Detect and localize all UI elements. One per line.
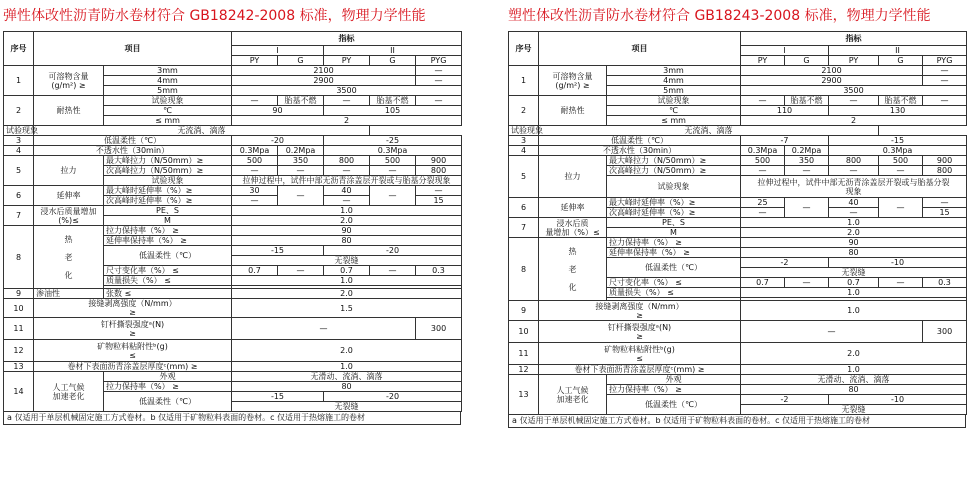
table-cell: 80 [741, 248, 967, 258]
table-cell: 低温柔性（℃） [607, 395, 741, 415]
table-cell: 2.0 [232, 340, 462, 362]
table-cell: 40 [324, 186, 370, 196]
table-cell: 900 [923, 156, 967, 166]
table-cell: 2 [4, 96, 34, 126]
table-cell: 张数 ≤ [104, 289, 232, 299]
table-cell: — [829, 166, 879, 176]
table-cell: 8 [4, 226, 34, 289]
table-cell: 无裂缝 [232, 256, 462, 266]
table-cell: 0.3 [416, 266, 462, 276]
table-cell: -20 [324, 392, 462, 402]
table-cell: — [829, 208, 879, 218]
table-cell: ℃ [607, 106, 741, 116]
table-row [4, 146, 462, 156]
table-cell: 5mm [607, 86, 741, 96]
table-cell: — [416, 76, 462, 86]
table-cell: 4mm [607, 76, 741, 86]
left-panel [3, 0, 461, 502]
table-cell: 卷材下表面沥青涂盖层厚度ᶜ(mm) ≥ [539, 365, 741, 375]
table-cell: 0.7 [324, 266, 370, 276]
table-cell: 0.2Mpa [278, 146, 324, 156]
table-cell: — [278, 266, 324, 276]
table-cell: I [232, 46, 324, 56]
table-cell: 10 [509, 321, 539, 343]
table-cell: PY [741, 56, 785, 66]
table-cell: — [829, 96, 879, 106]
table-cell: 4mm [104, 76, 232, 86]
table-row [4, 299, 462, 318]
table-cell: — [785, 198, 829, 218]
table-cell: 拉力保持率（%） ≥ [104, 226, 232, 236]
table-cell: -15 [232, 392, 324, 402]
table-cell: 拉力保持率（%） ≥ [607, 238, 741, 248]
table-cell: 接缝剥离强度（N/mm） ≥ [34, 299, 232, 318]
table-cell: 次高峰拉力（N/50mm）≥ [104, 166, 232, 176]
table-cell: 2.0 [741, 343, 967, 365]
table-cell: 耐热性 [539, 96, 607, 126]
table-cell: 拉伸过程中，试件中部无沥青涂盖层开裂或与胎基分裂现象 [232, 176, 462, 186]
table-cell: -25 [324, 136, 462, 146]
table-cell: 胎基不燃 [278, 96, 324, 106]
left-spec-table-body [4, 32, 462, 412]
table-cell: 0.7 [232, 266, 278, 276]
table-cell: 指标 [232, 32, 462, 46]
table-row [509, 301, 967, 321]
table-cell: 13 [509, 375, 539, 415]
table-cell: 1.0 [741, 365, 967, 375]
table-cell: 外观 [607, 375, 741, 385]
table-cell: 试验现象 [104, 96, 232, 106]
table-cell: 2900 [741, 76, 923, 86]
table-cell: 9 [4, 289, 34, 299]
table-cell: PY [324, 56, 370, 66]
table-cell: 拉力 [34, 156, 104, 186]
table-cell: 0.3Mpa [232, 146, 278, 156]
table-cell: — [324, 166, 370, 176]
table-cell: — [278, 186, 324, 206]
table-cell: 15 [416, 196, 462, 206]
table-cell: 指标 [741, 32, 967, 46]
table-cell: — [370, 266, 416, 276]
table-cell: 3 [4, 136, 34, 146]
table-cell: — [923, 96, 967, 106]
table-cell: 拉力 [539, 156, 607, 198]
right-footnote: a 仅适用于单层机械固定施工方式卷材。b 仅适用于矿物粒料表面的卷材。c 仅适用于热熔施工的卷材 [508, 415, 966, 428]
table-row [509, 126, 967, 136]
table-row [509, 146, 967, 156]
table-cell: 2.0 [741, 228, 967, 238]
table-cell: 1.0 [741, 301, 967, 321]
table-cell: PE、S [607, 218, 741, 228]
table-cell: 0.7 [741, 278, 785, 288]
table-row [509, 198, 967, 208]
table-cell: 矿物粒料粘附性ᵇ(g) ≤ [539, 343, 741, 365]
table-cell: 浸水后质量增加 (%)≤ [34, 206, 104, 226]
table-cell: 3500 [741, 86, 967, 96]
table-cell: G [278, 56, 324, 66]
table-row [509, 365, 967, 375]
table-cell: 0.7 [829, 278, 879, 288]
table-cell: I [741, 46, 829, 56]
table-cell: 2.0 [232, 289, 462, 299]
table-cell: -20 [324, 246, 462, 256]
table-cell: 不透水性（30min） [34, 146, 232, 156]
table-cell: 15 [923, 208, 967, 218]
table-cell: 12 [4, 340, 34, 362]
table-cell: 0.3Mpa [829, 146, 967, 156]
table-cell: 0.2Mpa [785, 146, 829, 156]
table-cell: 1.0 [232, 362, 462, 372]
table-cell: 矿物粒料粘附性ᵇ(g) ≤ [34, 340, 232, 362]
table-cell: 90 [232, 226, 462, 236]
table-cell: -2 [741, 395, 829, 405]
table-row [509, 156, 967, 166]
table-cell: 300 [416, 318, 462, 340]
table-cell: 3 [509, 136, 539, 146]
table-cell: 拉力保持率（%） ≥ [607, 385, 741, 395]
table-cell: 4 [509, 146, 539, 156]
table-cell: 试验现象 [607, 176, 741, 198]
table-cell: -15 [829, 136, 967, 146]
table-cell: 胎基不燃 [370, 96, 416, 106]
table-cell: 500 [741, 156, 785, 166]
table-cell: 次高峰时延伸率（%）≥ [104, 196, 232, 206]
table-cell: 无流淌、滴落 [34, 126, 370, 136]
table-cell: 无流淌、滴落 [539, 126, 879, 136]
table-cell: 7 [509, 218, 539, 238]
table-cell: 质量损失（%） ≤ [104, 276, 232, 286]
table-cell: 低温柔性（℃） [104, 392, 232, 412]
table-cell: 350 [278, 156, 324, 166]
right-title: 塑性体改性沥青防水卷材符合 GB18243-2008 标准，物理力学性能 [508, 8, 931, 24]
table-cell: 350 [785, 156, 829, 166]
table-cell: 800 [416, 166, 462, 176]
table-cell: — [370, 166, 416, 176]
table-cell: 13 [4, 362, 34, 372]
table-cell: 6 [509, 198, 539, 218]
table-cell: -20 [232, 136, 324, 146]
table-cell: G [370, 56, 416, 66]
table-row [4, 318, 462, 340]
table-cell: 90 [232, 106, 324, 116]
table-cell: — [923, 198, 967, 208]
table-cell: PYG [416, 56, 462, 66]
table-cell: II [829, 46, 967, 56]
table-cell: 试验现象 [607, 96, 741, 106]
table-cell: 项目 [539, 32, 741, 66]
left-table-wrap [3, 31, 461, 502]
table-cell: II [324, 46, 462, 56]
table-cell: 500 [879, 156, 923, 166]
table-cell: 80 [232, 236, 462, 246]
right-table-wrap [508, 31, 966, 502]
table-row [509, 321, 967, 343]
table-cell: 5mm [104, 86, 232, 96]
table-cell: — [324, 196, 370, 206]
table-cell: 可溶物含量 (g/m²) ≥ [34, 66, 104, 96]
table-cell: 90 [741, 238, 967, 248]
table-cell: 拉伸过程中，试件中部无沥青涂盖层开裂或与胎基分裂 现象 [741, 176, 967, 198]
table-cell: — [741, 208, 785, 218]
table-cell: 延伸率 [539, 198, 607, 218]
table-cell: 人工气候 加速老化 [34, 372, 104, 412]
table-cell: 浸水后质 量增加（%）≤ [539, 218, 607, 238]
table-cell: — [416, 96, 462, 106]
table-cell: 耐热性 [34, 96, 104, 126]
table-row [4, 32, 462, 46]
table-cell: 卷材下表面沥青涂盖层厚度ᶜ(mm) ≥ [34, 362, 232, 372]
right-spec-table [508, 31, 967, 415]
table-cell: 1.0 [232, 276, 462, 286]
table-cell: 低温柔性（℃） [539, 136, 741, 146]
table-cell: 热 老 化 [539, 238, 607, 301]
table-cell: 300 [923, 321, 967, 343]
table-cell: 10 [4, 299, 34, 318]
table-cell: PYG [923, 56, 967, 66]
table-cell: 2900 [232, 76, 416, 86]
table-row [4, 66, 462, 76]
table-row [509, 375, 967, 385]
table-cell: 钉杆撕裂强度ᵃ(N) ≥ [34, 318, 232, 340]
table-cell: 3mm [104, 66, 232, 76]
table-cell: — [416, 186, 462, 196]
table-cell: 2100 [232, 66, 416, 76]
table-cell: 试验现象 [4, 126, 34, 136]
table-cell: — [785, 166, 829, 176]
table-row [4, 206, 462, 216]
table-cell: 500 [232, 156, 278, 166]
table-cell: 6 [4, 186, 34, 206]
table-cell: 2 [741, 116, 967, 126]
table-cell: 9 [509, 301, 539, 321]
table-cell: — [879, 166, 923, 176]
table-cell: 胎基不燃 [785, 96, 829, 106]
table-cell: 延伸率保持率（%） ≥ [104, 236, 232, 246]
table-cell: — [741, 166, 785, 176]
table-cell: 无滑动、流淌、滴落 [741, 375, 967, 385]
table-cell: 质量损失（%） ≤ [607, 288, 741, 298]
table-cell: 最大峰时延伸率（%）≥ [104, 186, 232, 196]
table-cell: 0.3Mpa [324, 146, 462, 156]
table-cell: 无裂缝 [741, 268, 967, 278]
table-cell: 试验现象 [509, 126, 539, 136]
table-cell: 延伸率 [34, 186, 104, 206]
table-cell: -10 [829, 258, 967, 268]
table-cell: 胎基不燃 [879, 96, 923, 106]
table-cell: — [232, 318, 416, 340]
table-cell: 8 [509, 238, 539, 301]
table-cell: ℃ [104, 106, 232, 116]
table-cell: 拉力保持率（%） ≥ [104, 382, 232, 392]
table-cell: 项目 [34, 32, 232, 66]
table-cell: 次高峰拉力（N/50mm）≥ [607, 166, 741, 176]
table-cell: — [879, 198, 923, 218]
table-row [509, 32, 967, 46]
table-cell: 3mm [607, 66, 741, 76]
table-cell: 最大峰拉力（N/50mm）≥ [104, 156, 232, 166]
table-cell: — [923, 76, 967, 86]
table-cell: -10 [829, 395, 967, 405]
table-cell: — [741, 321, 923, 343]
table-cell: — [923, 66, 967, 76]
table-cell: — [785, 278, 829, 288]
table-cell: 无裂缝 [741, 405, 967, 415]
table-cell: 延伸率保持率（%） ≥ [607, 248, 741, 258]
table-cell: ≤ mm [607, 116, 741, 126]
table-cell: 序号 [509, 32, 539, 66]
table-cell: 11 [4, 318, 34, 340]
table-cell: PY [829, 56, 879, 66]
table-cell: M [104, 216, 232, 226]
table-cell: 4 [4, 146, 34, 156]
table-cell: — [370, 186, 416, 206]
table-cell: PE、S [104, 206, 232, 216]
left-spec-table [3, 31, 462, 412]
table-row [509, 96, 967, 106]
table-cell: 3500 [232, 86, 462, 96]
table-cell: 尺寸变化率（%） ≤ [104, 266, 232, 276]
left-title: 弹性体改性沥青防水卷材符合 GB18242-2008 标准，物理力学性能 [3, 8, 426, 24]
table-cell: 可溶物含量 (g/m²) ≥ [539, 66, 607, 96]
table-cell: 900 [416, 156, 462, 166]
table-cell: 尺寸变化率（%） ≤ [607, 278, 741, 288]
table-cell: 105 [324, 106, 462, 116]
table-cell: 800 [324, 156, 370, 166]
table-cell: 80 [741, 385, 967, 395]
table-row [4, 362, 462, 372]
table-row [4, 156, 462, 166]
table-cell: 12 [509, 365, 539, 375]
table-cell: M [607, 228, 741, 238]
table-row [509, 218, 967, 228]
table-cell: 序号 [4, 32, 34, 66]
table-cell: 热 老 化 [34, 226, 104, 289]
table-row [509, 66, 967, 76]
table-cell: 低温柔性（℃） [34, 136, 232, 146]
table-row [4, 372, 462, 382]
table-cell: — [278, 166, 324, 176]
table-cell: 2.0 [232, 216, 462, 226]
table-cell: — [879, 278, 923, 288]
table-cell: 5 [509, 156, 539, 198]
table-cell: 0.3 [923, 278, 967, 288]
table-cell: 1.5 [232, 299, 462, 318]
table-cell: 5 [4, 156, 34, 186]
table-cell: 11 [509, 343, 539, 365]
table-cell: PY [232, 56, 278, 66]
table-cell: 2100 [741, 66, 923, 76]
table-cell: 接缝剥离强度（N/mm） ≥ [539, 301, 741, 321]
table-row [4, 186, 462, 196]
table-cell: 试验现象 [104, 176, 232, 186]
table-cell: 渗油性 [34, 289, 104, 299]
table-row [4, 289, 462, 299]
table-cell: — [741, 96, 785, 106]
table-row [509, 343, 967, 365]
table-cell: 最大峰时延伸率（%）≥ [607, 198, 741, 208]
table-cell: 14 [4, 372, 34, 412]
table-cell: 800 [923, 166, 967, 176]
table-cell: 40 [829, 198, 879, 208]
table-cell: -2 [741, 258, 829, 268]
table-cell: — [232, 166, 278, 176]
table-cell: 2 [509, 96, 539, 126]
table-row [4, 226, 462, 236]
table-cell: — [232, 196, 278, 206]
table-cell: -7 [741, 136, 829, 146]
table-cell: 钉杆撕裂强度ᵃ(N) ≥ [539, 321, 741, 343]
table-cell: 低温柔性（℃） [104, 246, 232, 266]
table-cell: 最大峰拉力（N/50mm）≥ [607, 156, 741, 166]
table-cell: — [324, 96, 370, 106]
table-cell: 人工气候 加速老化 [539, 375, 607, 415]
table-cell: 30 [232, 186, 278, 196]
table-cell: 1.0 [741, 288, 967, 298]
table-cell: G [785, 56, 829, 66]
table-cell: 不透水性（30min） [539, 146, 741, 156]
table-cell: 500 [370, 156, 416, 166]
table-cell: 110 [741, 106, 829, 116]
table-cell: 1.0 [232, 206, 462, 216]
right-panel [508, 0, 966, 502]
table-cell: — [232, 96, 278, 106]
table-cell: 80 [232, 382, 462, 392]
table-cell: 7 [4, 206, 34, 226]
left-footnote: a 仅适用于单层机械固定施工方式卷材。b 仅适用于矿物粒料表面的卷材。c 仅适用于热熔施工的卷材 [3, 412, 461, 425]
table-cell: -15 [232, 246, 324, 256]
table-cell: 低温柔性（℃） [607, 258, 741, 278]
table-cell: 次高峰时延伸率（%）≥ [607, 208, 741, 218]
table-cell: ≤ mm [104, 116, 232, 126]
table-cell: 无滑动、流淌、滴落 [232, 372, 462, 382]
table-row [509, 136, 967, 146]
table-cell: 1 [4, 66, 34, 96]
table-row [4, 136, 462, 146]
table-row [4, 126, 462, 136]
table-cell: 0.3Mpa [741, 146, 785, 156]
table-cell: G [879, 56, 923, 66]
table-row [4, 340, 462, 362]
table-cell: 1.0 [741, 218, 967, 228]
table-row [509, 238, 967, 248]
table-cell: 130 [829, 106, 967, 116]
table-cell: 2 [232, 116, 462, 126]
right-spec-table-body [509, 32, 967, 415]
table-cell: 800 [829, 156, 879, 166]
table-cell: 外观 [104, 372, 232, 382]
table-cell: 无裂缝 [232, 402, 462, 412]
table-cell: 25 [741, 198, 785, 208]
table-row [4, 96, 462, 106]
table-cell: 1 [509, 66, 539, 96]
table-cell: — [416, 66, 462, 76]
